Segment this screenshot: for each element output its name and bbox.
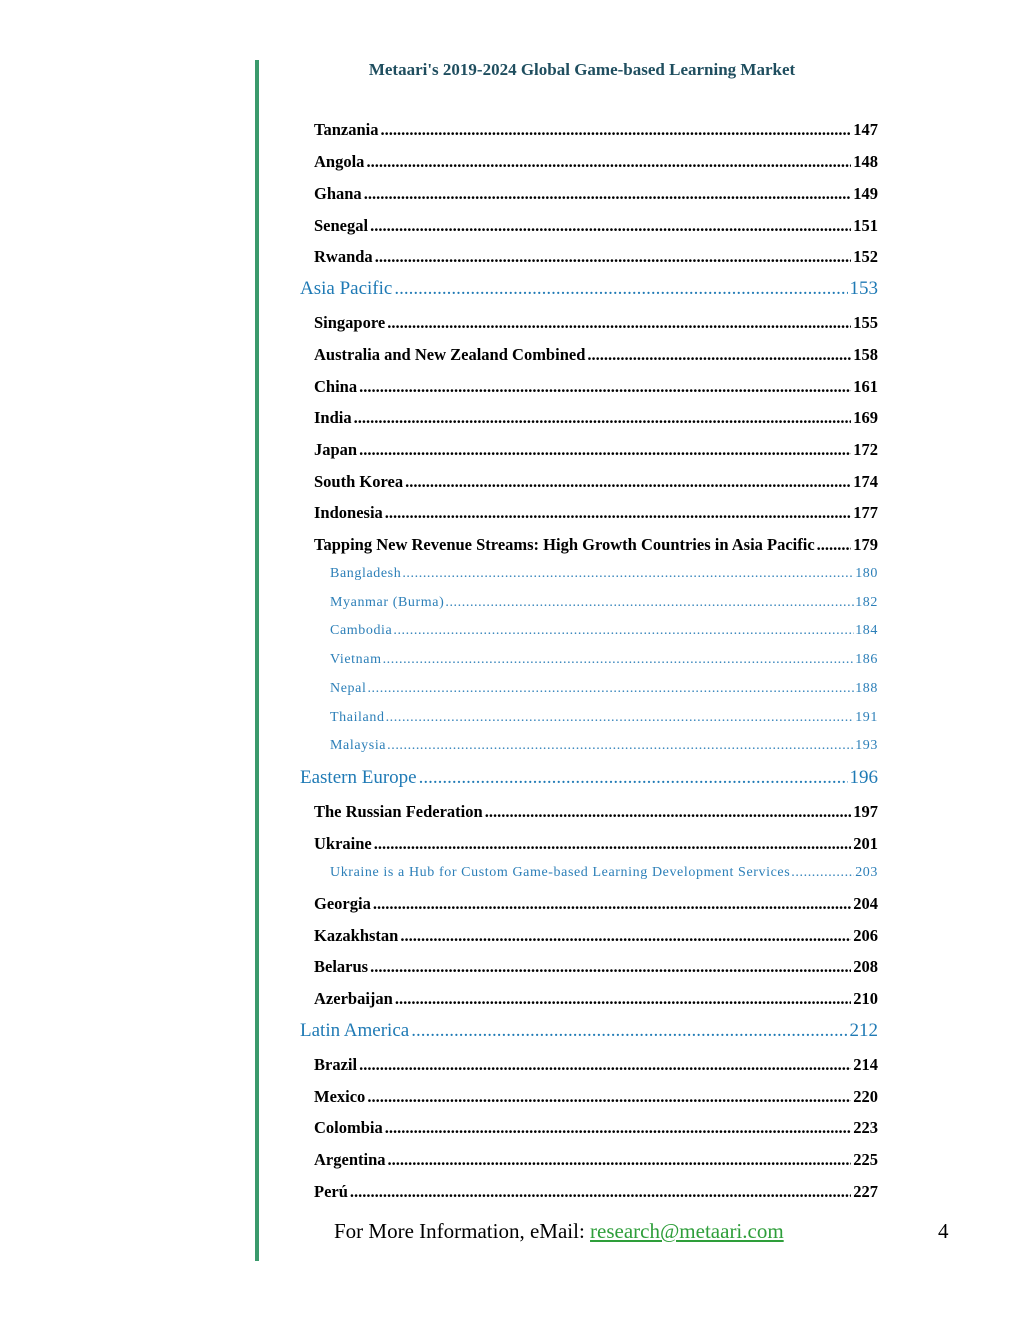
toc-entry-page: 149 [853,184,878,203]
toc-entry-page: 177 [853,503,878,522]
toc-entry-page: 186 [855,652,878,667]
toc-subentry[interactable] [330,681,878,697]
toc-entry[interactable] [314,184,878,204]
toc-entry-page: 212 [849,1020,878,1041]
toc-entry[interactable] [314,1150,878,1170]
toc-entry-page: 158 [853,345,878,364]
dot-leader [387,313,851,333]
toc-subentry[interactable] [330,623,878,639]
toc-entry-page: 174 [853,472,878,491]
toc-entry-page: 184 [855,623,878,638]
dot-leader [419,767,848,789]
toc-entry-page: 210 [853,989,878,1008]
dot-leader [367,681,854,697]
toc-entry-page: 197 [853,802,878,821]
toc-entry-label: Mexico [314,1087,366,1106]
dot-leader [388,1150,852,1170]
toc-entry[interactable] [314,313,878,333]
toc-entry-label: Bangladesh [330,566,402,581]
toc-entry-label: Vietnam [330,652,382,667]
toc-entry[interactable] [314,152,878,172]
toc-entry[interactable] [314,894,878,914]
toc-entry-page: 193 [855,738,878,753]
toc-entry-label: Asia Pacific [300,278,393,299]
toc-entry-page: 206 [853,926,878,945]
dot-leader [375,247,852,267]
toc-entry-label: India [314,408,352,427]
toc-entry-page: 196 [849,767,878,788]
footer-contact [334,1219,784,1244]
toc-entry-label: Senegal [314,216,369,235]
toc-subentry[interactable] [330,865,878,881]
toc-entry-label: Japan [314,440,358,459]
toc-entry-page: 147 [853,120,878,139]
dot-leader [817,535,852,555]
toc-entry-label: Rwanda [314,247,373,266]
toc-entry-page: 153 [849,278,878,299]
toc-subentry[interactable] [330,566,878,582]
dot-leader [354,408,852,428]
toc-entry-page: 182 [855,595,878,610]
toc-entry-label: Argentina [314,1150,386,1169]
toc-entry-label: The Russian Federation [314,802,483,821]
dot-leader [359,377,851,397]
dot-leader [402,566,854,582]
toc-entry-label: Ghana [314,184,362,203]
toc-entry-label: Cambodia [330,623,393,638]
dot-leader [587,345,851,365]
toc-entry[interactable] [314,1118,878,1138]
toc-entry[interactable] [314,440,878,460]
dot-leader [405,472,851,492]
toc-entry-label: China [314,377,358,396]
toc-entry-label: Belarus [314,957,369,976]
dot-leader [367,1087,851,1107]
dot-leader [383,652,855,668]
toc-entry-page: 180 [855,566,878,581]
toc-entry-label: Colombia [314,1118,383,1137]
toc-entry[interactable] [314,1087,878,1107]
dot-leader [393,623,854,639]
toc-entry-label: Malaysia [330,738,387,753]
toc-entry-label: Nepal [330,681,367,696]
toc-entry-page: 191 [855,710,878,725]
toc-entry-label: Kazakhstan [314,926,399,945]
toc-entry[interactable] [314,377,878,397]
toc-entry-page: 188 [855,681,878,696]
toc-entry-label: Angola [314,152,365,171]
toc-entry-label: Latin America [300,1020,410,1041]
dot-leader [364,184,852,204]
toc-entry[interactable] [314,216,878,236]
toc-entry-page: 220 [853,1087,878,1106]
toc-entry-page: 203 [855,865,878,880]
toc-entry[interactable] [314,408,878,428]
toc-entry-page: 151 [853,216,878,235]
toc-section-entry[interactable] [300,278,878,300]
page-header-title: Metaari's 2019-2024 Global Game-based Learning Market [368,60,796,79]
toc-entry-page: 155 [853,313,878,332]
dot-leader [359,1055,851,1075]
dot-leader [411,1020,847,1042]
toc-entry-page: 204 [853,894,878,913]
toc-subentry[interactable] [330,652,878,668]
toc-entry-page: 214 [853,1055,878,1074]
dot-leader [350,1182,851,1202]
dot-leader [366,152,851,172]
toc-entry[interactable] [314,802,878,822]
dot-leader [791,865,854,881]
dot-leader [370,957,851,977]
toc-entry-label: Ukraine is a Hub for Custom Game-based Learning Development Services [330,865,791,880]
toc-entry[interactable] [314,535,878,555]
toc-entry-label: Australia and New Zealand Combined [314,345,586,364]
toc-entry-page: 223 [853,1118,878,1137]
toc-entry-page: 201 [853,834,878,853]
toc-entry-page: 227 [853,1182,878,1201]
toc-entry-label: Tanzania [314,120,379,139]
dot-leader [394,278,847,300]
toc-entry[interactable] [314,503,878,523]
toc-entry-page: 208 [853,957,878,976]
toc-entry[interactable] [314,247,878,267]
toc-section-entry[interactable] [300,767,878,789]
dot-leader [381,120,852,140]
dot-leader [386,710,855,726]
toc-entry-label: Georgia [314,894,371,913]
dot-leader [485,802,852,822]
toc-entry-label: Singapore [314,313,386,332]
dot-leader [385,503,851,523]
toc-entry[interactable] [314,1182,878,1202]
toc-subentry[interactable] [330,738,878,754]
toc-entry-page: 169 [853,408,878,427]
toc-entry-label: Indonesia [314,503,383,522]
dot-leader [395,989,851,1009]
toc-entry[interactable] [314,926,878,946]
toc-entry-page: 161 [853,377,878,396]
dot-leader [359,440,851,460]
toc-entry-label: Eastern Europe [300,767,417,788]
toc-entry-label: South Korea [314,472,404,491]
toc-entry-label: Thailand [330,710,385,725]
toc-entry-label: Tapping New Revenue Streams: High Growth Countries in Asia Pacific [314,535,815,554]
toc-entry-page: 179 [853,535,878,554]
dot-leader [374,834,852,854]
dot-leader [400,926,851,946]
toc-entry[interactable] [314,834,878,854]
page-number: 4 [938,1219,949,1243]
dot-leader [370,216,851,236]
dot-leader [445,595,854,611]
toc-entry-label: Ukraine [314,834,372,853]
toc-subentry[interactable] [330,595,878,611]
toc-entry[interactable] [314,345,878,365]
toc-entry-label: Perú [314,1182,348,1201]
toc-entry[interactable] [314,120,878,140]
toc-entry[interactable] [314,989,878,1009]
dot-leader [385,1118,851,1138]
email-link[interactable]: research@metaari.com [590,1219,784,1243]
toc-entry-page: 152 [853,247,878,266]
toc-entry[interactable] [314,472,878,492]
toc-entry[interactable] [314,1055,878,1075]
toc-entry-label: Brazil [314,1055,358,1074]
toc-entry-page: 148 [853,152,878,171]
toc-entry-label: Azerbaijan [314,989,393,1008]
dot-leader [373,894,851,914]
toc-entry-page: 225 [853,1150,878,1169]
toc-entry[interactable] [314,957,878,977]
toc-subentry[interactable] [330,710,878,726]
toc-section-entry[interactable] [300,1020,878,1042]
dot-leader [387,738,854,754]
toc-entry-label: Myanmar (Burma) [330,595,445,610]
toc-entry-page: 172 [853,440,878,459]
footer-prefix: For More Information, eMail: [334,1219,591,1243]
